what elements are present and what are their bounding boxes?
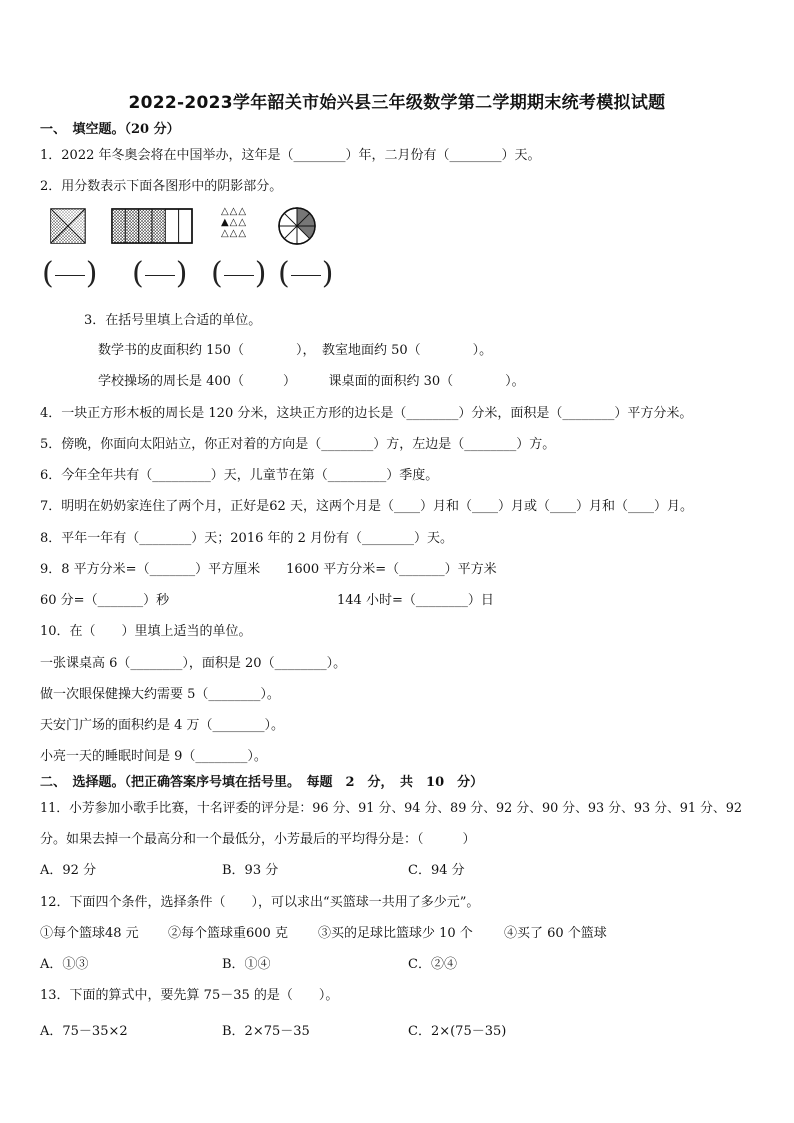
question-11-option-a[interactable]: A．92 分	[40, 863, 97, 878]
question-10-line-1: 一张课桌高 6（________），面积是 20（________）。	[40, 656, 347, 671]
question-12-condition-3: ③买的足球比篮球少 10 个	[318, 926, 473, 941]
triangle-row: △△△	[220, 228, 248, 239]
question-7: 7．明明在奶奶家连住了两个月，正好是62 天，这两个月是（____）月和（____）月或（____）月和（____）月。	[40, 499, 693, 514]
question-6: 6．今年全年共有（_________）天，儿童节在第（_________）季度。	[40, 468, 439, 483]
question-12: 12．下面四个条件，选择条件（ ），可以求出“买篮球一共用了多少元”。	[40, 895, 480, 910]
question-13-option-a[interactable]: A．75－35×2	[40, 1024, 128, 1039]
question-11-option-c[interactable]: C．94 分	[408, 863, 465, 878]
triangles-figure	[212, 206, 256, 239]
fraction-blank-3[interactable]: ( )	[211, 256, 267, 291]
question-8: 8．平年一年有（________）天；2016 年的 2 月份有（________）天。	[40, 531, 454, 546]
question-9-line-3: 144 小时=（________）日	[337, 593, 494, 608]
question-4: 4．一块正方形木板的周长是 120 分米，这块正方形的边长是（________）分米，面积是（________）平方分米。	[40, 406, 693, 421]
question-12-condition-1: ①每个篮球48 元	[40, 926, 139, 941]
shaded-strip-figure	[111, 208, 193, 244]
question-13-option-c[interactable]: C．2×(75－35)	[408, 1024, 507, 1039]
question-13-option-b[interactable]: B．2×75－35	[222, 1024, 310, 1039]
question-12-option-b[interactable]: B．①④	[222, 957, 271, 972]
question-1: 1．2022 年冬奥会将在中国举办，这年是（________）年，二月份有（________）天。	[40, 148, 541, 163]
question-12-option-c[interactable]: C．②④	[408, 957, 457, 972]
question-12-condition-4: ④买了 60 个篮球	[504, 926, 607, 941]
question-2: 2．用分数表示下面各图形中的阴影部分。	[40, 179, 283, 194]
question-11-option-b[interactable]: B．93 分	[222, 863, 279, 878]
question-9-line-1: 9．8 平方分米=（_______）平方厘米 1600 平方分米=（_______）平方米	[40, 562, 497, 577]
question-10-line-4: 小亮一天的睡眠时间是 9（________）。	[40, 749, 267, 764]
question-12-condition-2: ②每个篮球重600 克	[168, 926, 288, 941]
question-10-line-2: 做一次眼保健操大约需要 5（________）。	[40, 687, 280, 702]
question-3-line-2: 学校操场的周长是 400（ ） 课桌面的面积约 30（ ）。	[98, 374, 525, 389]
question-11-line-1: 11．小芳参加小歌手比赛，十名评委的评分是：96 分、91 分、94 分、89 分、92 分、90 分、93 分、93 分、91 分、92	[40, 801, 743, 816]
shaded-square-figure	[50, 208, 86, 244]
fraction-blank-2[interactable]: ( )	[132, 256, 188, 291]
triangle-row: △△△	[220, 206, 248, 217]
section-2-heading: 二、 选择题。（把正确答案序号填在括号里。 每题 2 分， 共 10 分）	[40, 775, 484, 790]
question-12-option-a[interactable]: A．①③	[40, 957, 89, 972]
triangle-row: ▲△△	[220, 217, 248, 228]
fraction-blank-1[interactable]: ( )	[42, 256, 98, 291]
question-5: 5．傍晚，你面向太阳站立，你正对着的方向是（________）方，左边是（________）方。	[40, 437, 556, 452]
question-3-line-1: 数学书的皮面积约 150（ ）， 教室地面约 50（ ）。	[98, 343, 493, 358]
question-9-line-2: 60 分=（_______）秒	[40, 593, 170, 608]
question-11-line-2: 分。如果去掉一个最高分和一个最低分，小芳最后的平均得分是：（ ）	[40, 832, 476, 847]
section-1-heading: 一、 填空题。（20 分）	[40, 122, 180, 137]
question-10: 10．在（ ）里填上适当的单位。	[40, 624, 252, 639]
question-10-line-3: 天安门广场的面积约是 4 万（________）。	[40, 718, 285, 733]
fraction-blank-4[interactable]: ( )	[278, 256, 334, 291]
shaded-circle-figure	[277, 206, 317, 246]
question-13: 13．下面的算式中，要先算 75－35 的是（ ）。	[40, 988, 339, 1003]
page-title: 2022-2023学年韶关市始兴县三年级数学第二学期期末统考模拟试题	[128, 93, 666, 113]
question-3: 3．在括号里填上合适的单位。	[84, 313, 262, 328]
